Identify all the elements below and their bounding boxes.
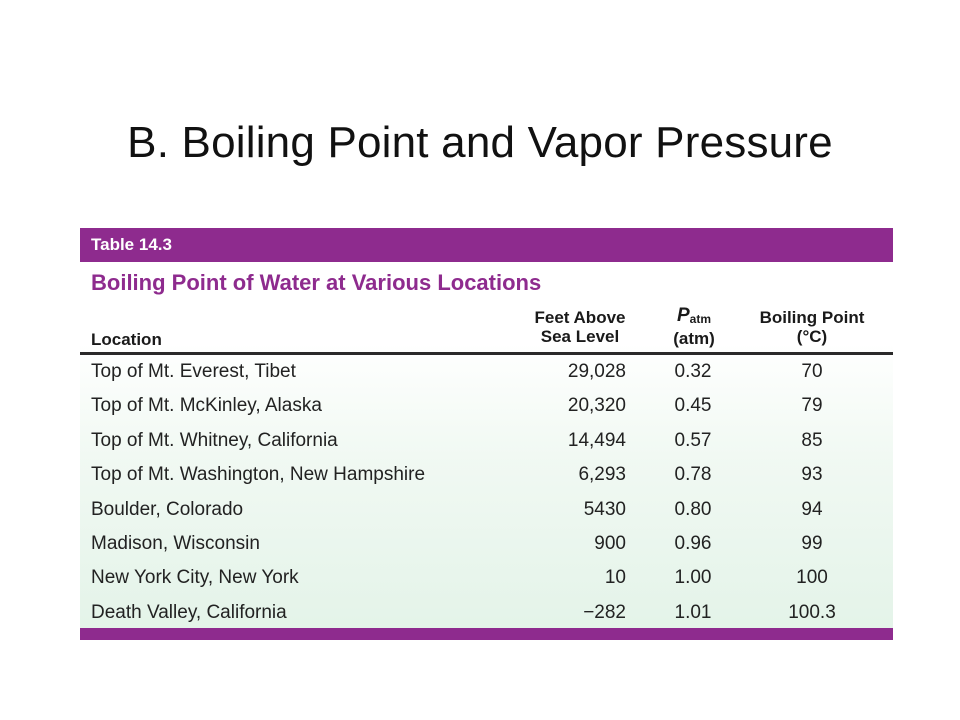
cell-boiling-point: 100	[796, 567, 828, 589]
cell-boiling-point: 99	[801, 532, 823, 554]
cell-location: Boulder, Colorado	[91, 498, 244, 520]
header-patm-var: P	[676, 305, 690, 326]
table-row	[80, 561, 893, 595]
table-row	[80, 458, 893, 492]
data-table	[80, 228, 893, 640]
table-row	[80, 596, 893, 630]
table-label: Table 14.3	[80, 228, 893, 262]
header-patm	[663, 306, 725, 348]
cell-feet: 900	[594, 532, 626, 554]
table-caption: Boiling Point of Water at Various Locations	[91, 270, 542, 295]
header-feet-above-sea-level	[520, 308, 640, 346]
cell-boiling-point: 70	[801, 361, 823, 382]
table-footer-bar	[80, 628, 893, 640]
header-patm-sub: atm	[689, 312, 712, 326]
cell-location: Madison, Wisconsin	[91, 532, 260, 554]
cell-boiling-point: 93	[801, 464, 823, 486]
cell-location: Top of Mt. Whitney, California	[91, 429, 338, 451]
header-boiling-point	[742, 308, 882, 346]
header-patm-unit: (atm)	[673, 329, 715, 348]
table-body	[80, 355, 893, 630]
cell-location: Top of Mt. Washington, New Hampshire	[91, 464, 426, 486]
cell-feet: 14,494	[567, 429, 626, 451]
cell-patm: 0.96	[674, 532, 712, 554]
cell-location: Death Valley, California	[91, 601, 287, 623]
table-row	[80, 424, 893, 458]
cell-patm: 0.32	[674, 361, 712, 382]
cell-feet: 29,028	[567, 361, 626, 382]
cell-boiling-point: 100.3	[788, 601, 836, 623]
cell-boiling-point: 85	[801, 429, 823, 451]
header-location: Location	[91, 330, 162, 349]
cell-boiling-point: 94	[801, 498, 823, 520]
slide-title: B. Boiling Point and Vapor Pressure	[127, 118, 833, 167]
header-feet-line1: Feet Above	[534, 308, 626, 327]
cell-patm: 0.78	[674, 464, 712, 486]
cell-patm: 0.57	[674, 429, 712, 451]
table-row	[80, 527, 893, 561]
cell-boiling-point: 79	[801, 395, 823, 417]
cell-patm: 0.45	[674, 395, 712, 417]
header-feet-line2: Sea Level	[540, 327, 620, 346]
table-header-row	[80, 304, 893, 355]
cell-patm: 0.80	[674, 498, 712, 520]
cell-location: New York City, New York	[91, 567, 299, 589]
cell-location: Top of Mt. McKinley, Alaska	[91, 395, 322, 417]
cell-feet: −282	[583, 601, 626, 623]
header-bp-line2: (°C)	[796, 327, 828, 346]
table-row	[80, 493, 893, 527]
cell-location: Top of Mt. Everest, Tibet	[91, 361, 296, 382]
table-row	[80, 389, 893, 423]
cell-feet: 5430	[583, 498, 626, 520]
cell-feet: 6,293	[578, 464, 626, 486]
cell-feet: 10	[604, 567, 626, 589]
cell-feet: 20,320	[567, 395, 626, 417]
header-bp-line1: Boiling Point	[759, 308, 865, 327]
table-row	[80, 355, 893, 389]
cell-patm: 1.00	[674, 567, 712, 589]
cell-patm: 1.01	[674, 601, 712, 623]
